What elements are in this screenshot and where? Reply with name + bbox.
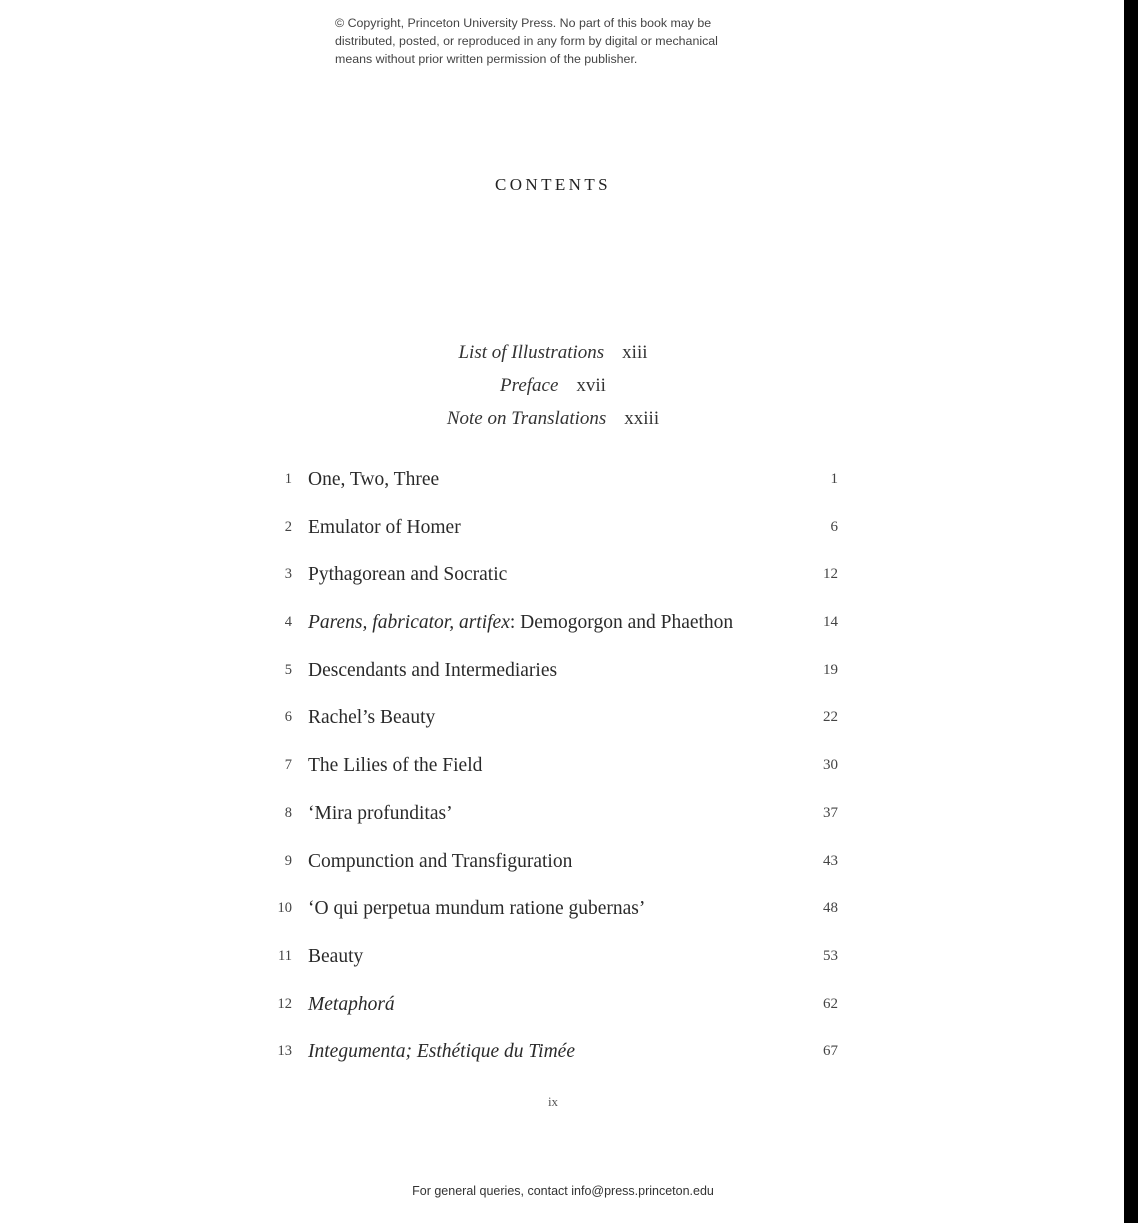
chapter-page: 43 <box>823 852 838 869</box>
chapter-number: 7 <box>284 757 292 774</box>
chapter-title-segment: Descendants and Intermediaries <box>308 659 558 681</box>
chapter-entry[interactable] <box>262 790 838 838</box>
chapter-title-segment: : Demogorgon and Phaethon <box>509 612 734 634</box>
chapter-entry[interactable] <box>262 647 838 695</box>
chapter-entry[interactable] <box>262 694 838 742</box>
chapter-title <box>308 790 453 838</box>
chapter-title-segment: The Lilies of the Field <box>308 755 483 777</box>
chapter-title-segment: One, Two, Three <box>308 469 440 490</box>
chapter-title-segment: Pythagorean and Socratic <box>308 564 508 586</box>
chapter-title-segment: Rachel’s Beauty <box>308 707 436 729</box>
copyright-line: distributed, posted, or reproduced in any form by digital or mechanical <box>335 34 718 48</box>
chapter-entry[interactable] <box>262 933 838 981</box>
chapter-number: 3 <box>284 566 292 583</box>
front-matter-page: xxiii <box>624 408 660 429</box>
front-matter-list <box>0 336 1106 435</box>
chapter-entry[interactable] <box>262 551 838 599</box>
chapter-entry[interactable] <box>262 599 838 647</box>
chapter-title <box>308 599 733 647</box>
chapter-list <box>262 456 838 1076</box>
front-matter-page: xiii <box>622 342 648 363</box>
chapter-title-segment: Metaphorá <box>308 993 395 1015</box>
chapter-number: 5 <box>284 661 292 678</box>
chapter-page: 48 <box>823 900 838 917</box>
chapter-title <box>308 838 572 886</box>
chapter-entry[interactable] <box>262 1028 838 1076</box>
front-matter-page: xvii <box>576 375 606 396</box>
chapter-title <box>308 694 435 742</box>
chapter-title-segment: Emulator of Homer <box>308 516 461 538</box>
chapter-number: 10 <box>277 900 292 917</box>
copyright-notice <box>335 14 805 68</box>
chapter-entry[interactable] <box>262 456 838 504</box>
front-matter-item[interactable] <box>0 336 1106 369</box>
chapter-number: 13 <box>277 1043 292 1060</box>
copyright-line: © Copyright, Princeton University Press. No part of this book may be <box>335 16 712 30</box>
chapter-title <box>308 742 482 790</box>
chapter-title <box>308 504 461 552</box>
chapter-number: 9 <box>284 852 292 869</box>
chapter-title <box>308 981 395 1029</box>
chapter-entry[interactable] <box>262 838 838 886</box>
chapter-page: 22 <box>823 709 838 726</box>
chapter-title-segment: ‘Mira profunditas’ <box>308 802 453 824</box>
chapter-title <box>308 551 507 599</box>
chapter-title <box>308 456 439 504</box>
chapter-title-segment: Integumenta; Esthétique du Timée <box>308 1041 575 1063</box>
page-edge <box>1124 0 1138 1223</box>
front-matter-title: List of Illustrations <box>458 342 605 363</box>
footer-contact: For general queries, contact info@press.princeton.edu <box>412 1184 714 1198</box>
chapter-number: 11 <box>278 947 292 964</box>
chapter-page: 67 <box>823 1043 838 1060</box>
chapter-number: 4 <box>284 614 292 631</box>
chapter-title <box>308 885 645 933</box>
chapter-page: 19 <box>823 661 838 678</box>
front-matter-item[interactable] <box>0 402 1106 435</box>
chapter-entry[interactable] <box>262 885 838 933</box>
chapter-title-segment: Beauty <box>308 945 364 967</box>
chapter-entry[interactable] <box>262 981 838 1029</box>
chapter-title-segment: Compunction and Transfiguration <box>308 850 573 872</box>
copyright-line: means without prior written permission of the publisher. <box>335 52 638 66</box>
chapter-number: 6 <box>284 709 292 726</box>
chapter-page: 62 <box>823 995 838 1012</box>
chapter-title <box>308 933 363 981</box>
chapter-title <box>308 647 557 695</box>
chapter-page: 1 <box>830 471 838 487</box>
page-title: CONTENTS <box>495 175 611 194</box>
front-matter-title: Note on Translations <box>446 408 607 429</box>
chapter-page: 14 <box>823 614 838 631</box>
chapter-page: 53 <box>823 947 838 964</box>
chapter-page: 37 <box>823 804 838 821</box>
chapter-page: 6 <box>830 518 838 535</box>
page-number: ix <box>547 1094 559 1109</box>
chapter-page: 30 <box>823 757 838 774</box>
chapter-title-segment: Parens, fabricator, artifex <box>308 612 510 634</box>
chapter-number: 12 <box>277 995 292 1012</box>
chapter-page: 12 <box>823 566 838 583</box>
chapter-number: 8 <box>284 804 292 821</box>
chapter-title <box>308 1028 575 1076</box>
chapter-title-segment: ‘O qui perpetua mundum ratione gubernas’ <box>308 898 646 920</box>
front-matter-item[interactable] <box>0 369 1106 402</box>
chapter-entry[interactable] <box>262 504 838 552</box>
chapter-entry[interactable] <box>262 742 838 790</box>
chapter-number: 1 <box>284 471 292 487</box>
front-matter-title: Preface <box>500 375 559 396</box>
chapter-number: 2 <box>284 518 292 535</box>
